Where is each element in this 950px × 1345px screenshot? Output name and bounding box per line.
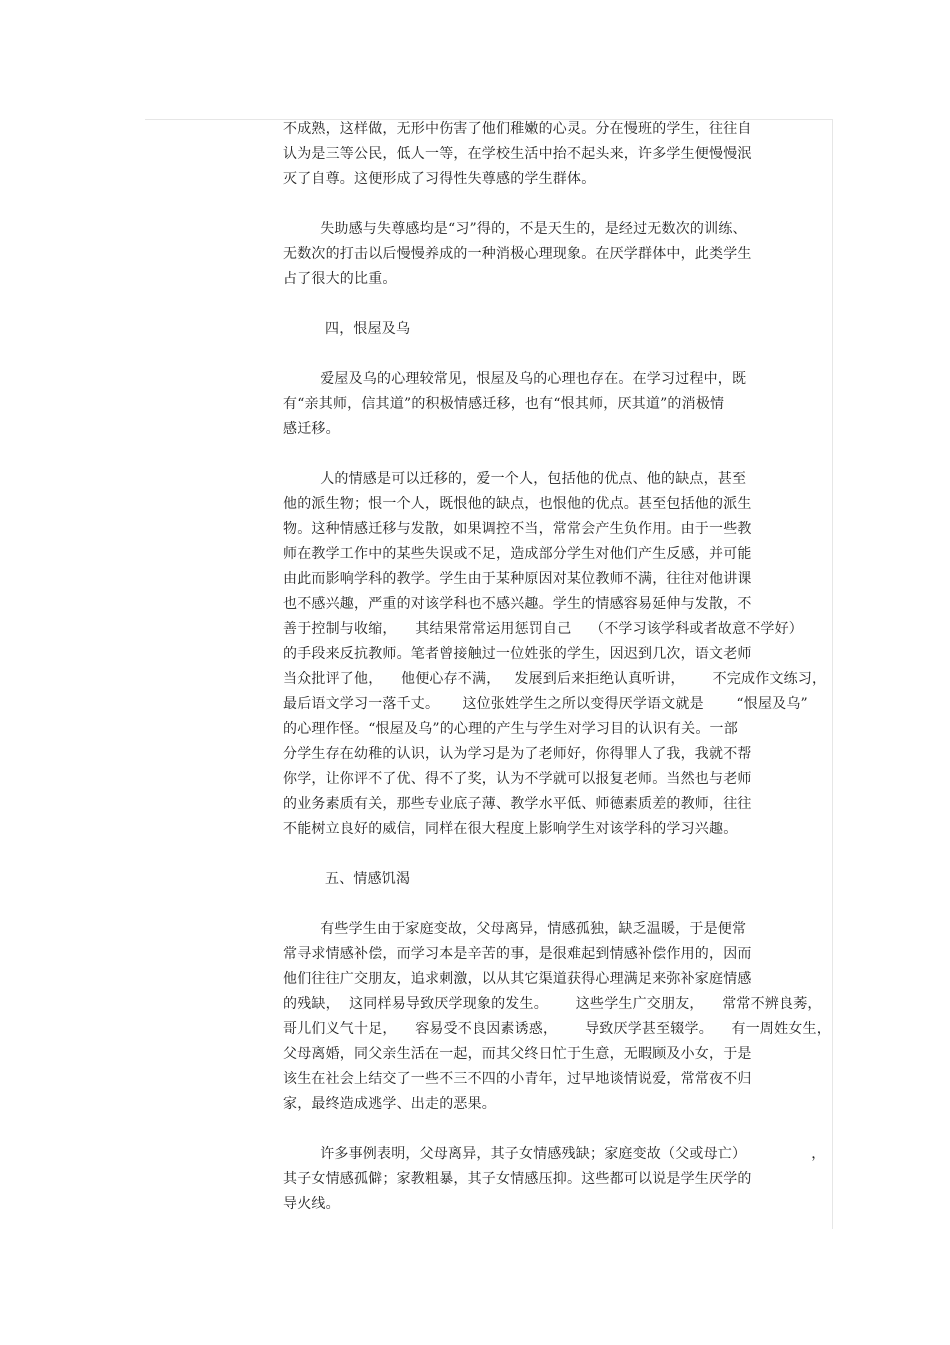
- text-line: 分学生存在幼稚的认识，认为学习是为了老师好，你得罪人了我，我就不帮: [283, 746, 752, 762]
- text-line: 不成熟，这样做，无形中伤害了他们稚嫩的心灵。分在慢班的学生，往往自: [283, 121, 752, 137]
- text-line: 认为是三等公民，低人一等，在学校生活中抬不起头来，许多学生便慢慢泯: [283, 146, 752, 162]
- text-line: 灭了自尊。这便形成了习得性失尊感的学生群体。: [283, 171, 596, 187]
- text-line: 的业务素质有关，那些专业底子薄、教学水平低、师德素质差的教师，往往: [283, 796, 752, 812]
- text-line: 父母离婚，同父亲生活在一起，而其父终日忙于生意，无暇顾及小女，于是: [283, 1046, 752, 1062]
- section-heading: [283, 867, 828, 892]
- paragraph: [283, 1142, 828, 1217]
- text-line: 师在教学工作中的某些失误或不足，造成部分学生对他们产生反感，并可能: [283, 546, 752, 562]
- text-line: 有些学生由于家庭变故，父母离异，情感孤独，缺乏温暖，于是便常: [283, 921, 747, 937]
- text-line: 最后语文学习一落千丈。 这位张姓学生之所以变得厌学语文就是 “恨屋及乌”: [283, 696, 808, 712]
- text-line: 当众批评了他， 他便心存不满， 发展到后来拒绝认真听讲， 不完成作文练习，: [283, 671, 827, 687]
- text-line: 不能树立良好的威信，同样在很大程度上影响学生对该学科的学习兴趣。: [283, 821, 738, 837]
- paragraph: [283, 117, 828, 192]
- text-line: 你学，让你评不了优、得不了奖，认为不学就可以报复老师。当然也与老师: [283, 771, 752, 787]
- paragraph: [283, 917, 831, 1117]
- paragraph: [283, 467, 828, 842]
- paragraph: [283, 367, 828, 442]
- text-line: 他们往往广交朋友，追求刺激，以从其它渠道获得心理满足来弥补家庭情感: [283, 971, 752, 987]
- text-line: 感迁移。: [283, 421, 340, 437]
- text-line: 失助感与失尊感均是“习”得的，不是天生的，是经过无数次的训练、: [283, 221, 747, 237]
- heading-text: 四，恨屋及乌: [325, 321, 411, 337]
- text-line: 导火线。: [283, 1196, 340, 1212]
- text-line: 有“亲其师，信其道”的积极情感迁移，也有“恨其师，厌其道”的消极情: [283, 396, 725, 412]
- paragraph: [283, 217, 828, 292]
- text-line: 哥儿们义气十足， 容易受不良因素诱惑， 导致厌学甚至辍学。 有一周姓女生，: [283, 1021, 831, 1037]
- text-line: 由此而影响学科的教学。学生由于某种原因对某位教师不满，往往对他讲课: [283, 571, 752, 587]
- text-line: 家，最终造成逃学、出走的恶果。: [283, 1096, 496, 1112]
- text-line: 爱屋及乌的心理较常见，恨屋及乌的心理也存在。在学习过程中，既: [283, 371, 747, 387]
- section-heading: [283, 317, 828, 342]
- text-line: 也不感兴趣，严重的对该学科也不感兴趣。学生的情感容易延伸与发散，不: [283, 596, 752, 612]
- text-line: 该生在社会上结交了一些不三不四的小青年，过早地谈情说爱，常常夜不归: [283, 1071, 752, 1087]
- text-line: 人的情感是可以迁移的，爱一个人，包括他的优点、他的缺点，甚至: [283, 471, 747, 487]
- document-body: [283, 117, 831, 1242]
- text-line: 物。这种情感迁移与发散，如果调控不当，常常会产生负作用。由于一些教: [283, 521, 752, 537]
- heading-text: 五、情感饥渴: [325, 871, 411, 887]
- text-line: 许多事例表明，父母离异，其子女情感残缺；家庭变故（父或母亡） ，: [283, 1146, 826, 1162]
- text-line: 常寻求情感补偿，而学习本是辛苦的事，是很难起到情感补偿作用的，因而: [283, 946, 752, 962]
- text-line: 的心理作怪。“恨屋及乌”的心理的产生与学生对学习目的认识有关。一部: [283, 721, 738, 737]
- text-line: 善于控制与收缩， 其结果常常运用惩罚自己 （不学习该学科或者故意不学好）: [283, 621, 803, 637]
- text-line: 的残缺， 这同样易导致厌学现象的发生。 这些学生广交朋友， 常常不辨良莠，: [283, 996, 822, 1012]
- page-frame-right-border: [832, 119, 833, 1229]
- text-line: 其子女情感孤僻；家教粗暴，其子女情感压抑。这些都可以说是学生厌学的: [283, 1171, 752, 1187]
- text-line: 他的派生物；恨一个人，既恨他的缺点，也恨他的优点。甚至包括他的派生: [283, 496, 752, 512]
- text-line: 占了很大的比重。: [283, 271, 397, 287]
- text-line: 无数次的打击以后慢慢养成的一种消极心理现象。在厌学群体中，此类学生: [283, 246, 752, 262]
- text-line: 的手段来反抗教师。笔者曾接触过一位姓张的学生，因迟到几次，语文老师: [283, 646, 752, 662]
